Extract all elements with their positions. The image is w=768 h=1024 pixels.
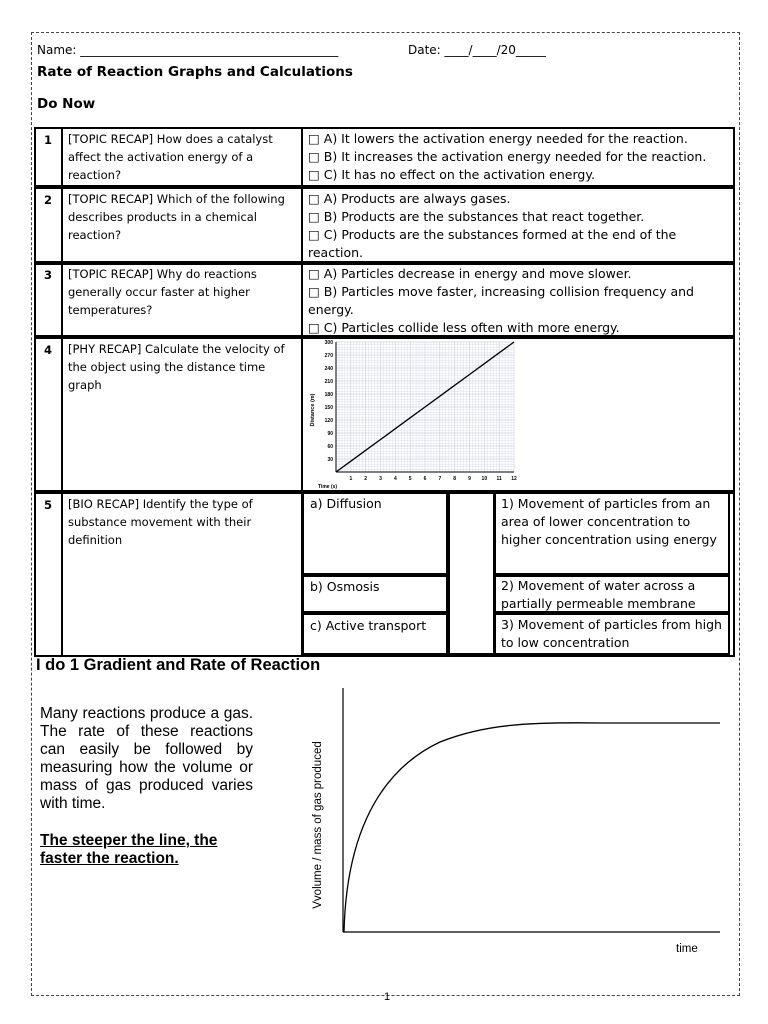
question-prompt: [TOPIC RECAP] Why do reactions generally occur faster at higher temperatures? xyxy=(68,267,257,317)
y-tick-label: 150 xyxy=(324,405,333,411)
definition-text: 1) Movement of particles from an area of lower concentration to higher concentration using energy xyxy=(501,496,717,547)
definition-box-3[interactable] xyxy=(494,613,730,655)
term-box-a[interactable] xyxy=(302,492,448,575)
name-field[interactable]: Name: ___________________________________________ xyxy=(37,43,339,57)
do-now-heading: Do Now xyxy=(37,96,96,112)
y-tick-label: 30 xyxy=(327,457,333,463)
definition-box-2[interactable] xyxy=(494,575,730,613)
option-c[interactable]: □ C) Products are the substances formed at the end of the reaction. xyxy=(308,227,677,260)
page-title: Rate of Reaction Graphs and Calculations xyxy=(37,64,353,80)
x-tick-label: 8 xyxy=(453,476,457,482)
x-axis-label: Time (s) xyxy=(318,484,338,490)
question-prompt: [PHY RECAP] Calculate the velocity of the object using the distance time graph xyxy=(68,342,285,392)
y-tick-label: 210 xyxy=(324,379,333,385)
date-field[interactable]: Date: ____/____/20_____ xyxy=(408,43,546,57)
definition-text: 2) Movement of water across a partially permeable membrane xyxy=(501,578,696,611)
y-axis-label: Vvolume / mass of gas produced xyxy=(312,741,324,909)
x-tick-label: 4 xyxy=(393,476,397,482)
x-tick-label: 1 xyxy=(349,476,353,482)
option-a[interactable]: □ A) Products are always gases. xyxy=(308,191,511,206)
x-tick-label: 10 xyxy=(481,476,488,482)
question-number: 1 xyxy=(44,133,53,147)
y-tick-label: 90 xyxy=(327,431,333,437)
x-tick-label: 12 xyxy=(511,476,517,482)
question-number: 2 xyxy=(44,193,53,207)
x-tick-label: 9 xyxy=(468,476,471,482)
option-c[interactable]: □ C) Particles collide less often with more energy. xyxy=(308,320,620,335)
answer-options xyxy=(308,190,728,262)
x-tick-label: 2 xyxy=(364,476,368,482)
y-tick-label: 270 xyxy=(324,353,333,359)
answer-options xyxy=(308,130,728,184)
term-box-b[interactable] xyxy=(302,575,448,613)
ido-paragraph: Many reactions produce a gas. The rate of these reactions can easily be followed by measuring how the volume or mass of gas produced varies with time. xyxy=(40,705,253,812)
y-tick-label: 300 xyxy=(324,340,333,346)
gas-volume-time-graph xyxy=(300,680,730,980)
x-tick-label: 5 xyxy=(408,476,412,482)
y-axis-label: Distance (m) xyxy=(310,393,316,427)
question-prompt: [TOPIC RECAP] How does a catalyst affect the activation energy of a reaction? xyxy=(68,132,273,182)
rate-curve xyxy=(344,723,720,932)
x-tick-label: 6 xyxy=(423,476,427,482)
question-number: 4 xyxy=(44,343,53,357)
definition-box-1[interactable] xyxy=(494,492,730,575)
term-label: a) Diffusion xyxy=(310,496,382,511)
distance-time-graph xyxy=(300,338,525,492)
option-b[interactable]: □ B) Products are the substances that react together. xyxy=(308,209,645,224)
option-a[interactable]: □ A) Particles decrease in energy and move slower. xyxy=(308,266,632,281)
option-a[interactable]: □ A) It lowers the activation energy needed for the reaction. xyxy=(308,131,688,146)
option-c[interactable]: □ C) It has no effect on the activation energy. xyxy=(308,167,595,182)
y-tick-label: 240 xyxy=(324,366,333,372)
x-tick-label: 11 xyxy=(496,476,502,482)
y-tick-label: 60 xyxy=(327,444,333,450)
option-b[interactable]: □ B) It increases the activation energy needed for the reaction. xyxy=(308,149,707,164)
term-label: b) Osmosis xyxy=(310,579,380,594)
ido-emphasis: The steeper the line, the faster the reaction. xyxy=(40,832,218,867)
y-tick-label: 120 xyxy=(324,418,333,424)
question-number: 3 xyxy=(44,268,53,282)
term-label: c) Active transport xyxy=(310,618,427,633)
y-tick-label: 180 xyxy=(324,392,333,398)
question-number: 5 xyxy=(44,498,53,512)
term-box-c[interactable] xyxy=(302,613,448,655)
answer-options xyxy=(308,265,728,337)
matching-gap xyxy=(448,492,495,655)
ido-heading: I do 1 Gradient and Rate of Reaction xyxy=(36,656,321,674)
definition-text: 3) Movement of particles from high to low concentration xyxy=(501,617,722,650)
question-prompt: [TOPIC RECAP] Which of the following describes products in a chemical reaction? xyxy=(68,192,285,242)
x-tick-label: 7 xyxy=(438,476,442,482)
x-tick-label: 3 xyxy=(379,476,382,482)
option-b[interactable]: □ B) Particles move faster, increasing collision frequency and energy. xyxy=(308,284,694,317)
page-number: 1 xyxy=(384,991,391,1003)
question-prompt: [BIO RECAP] Identify the type of substance movement with their definition xyxy=(68,497,253,547)
x-axis-label: time xyxy=(676,943,698,955)
